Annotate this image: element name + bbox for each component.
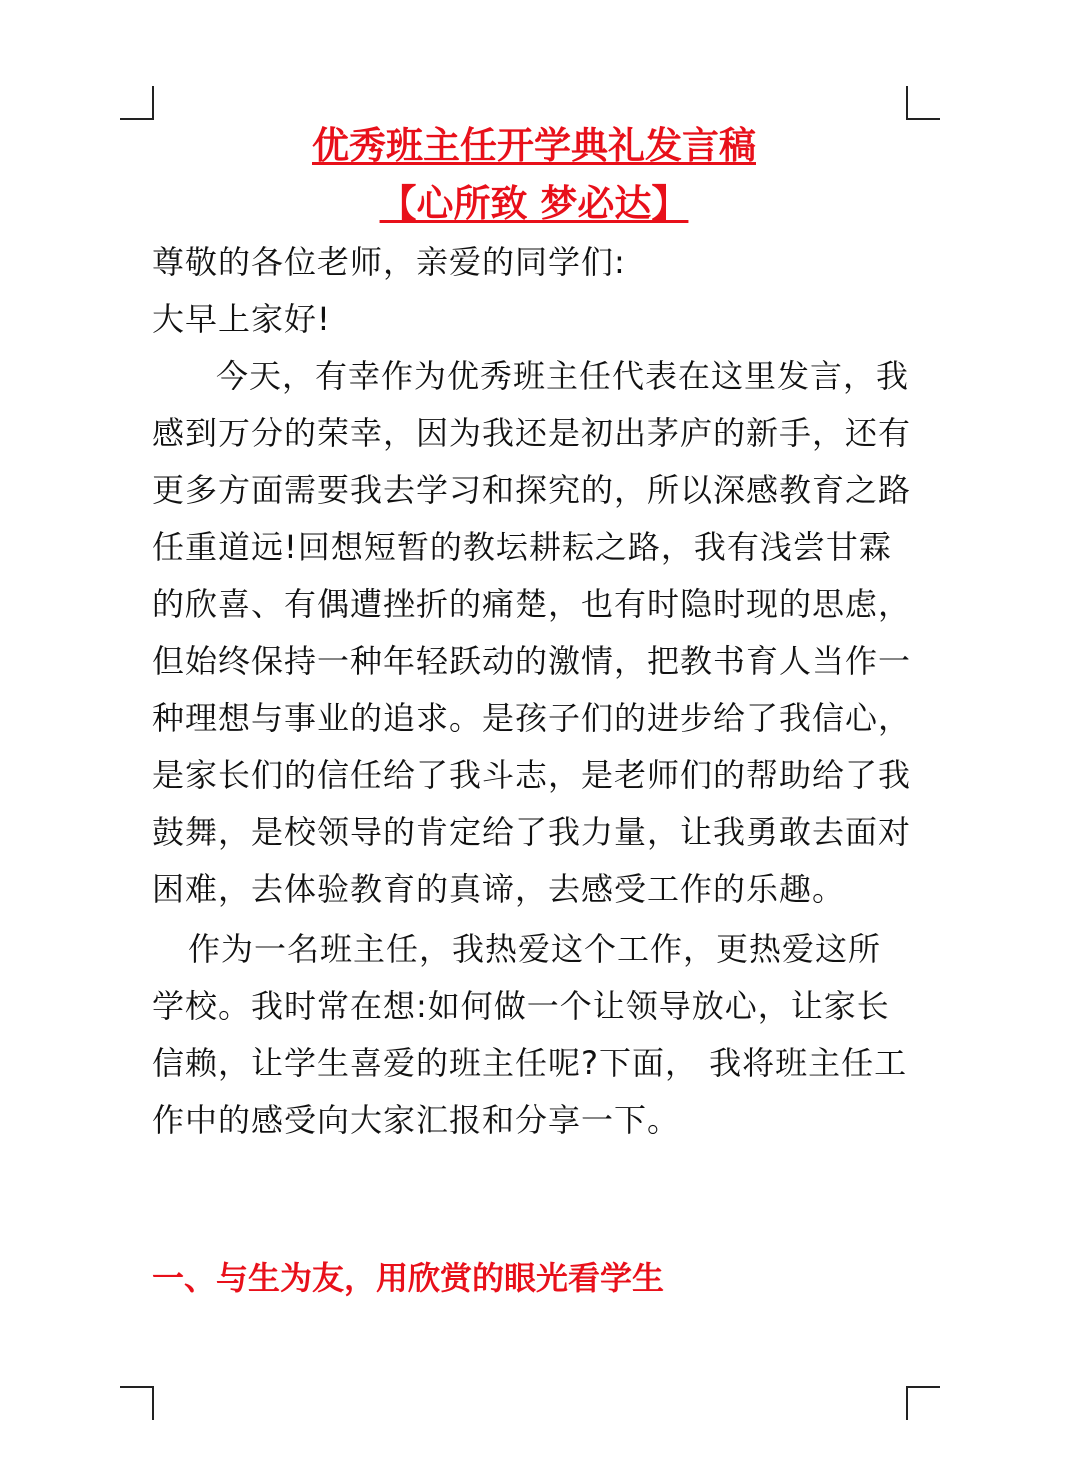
crop-mark-bottom-right <box>906 1386 940 1420</box>
greeting-line: 大早上家好! <box>152 300 331 338</box>
salutation-line: 尊敬的各位老师，亲爱的同学们: <box>152 243 626 281</box>
crop-mark-top-right <box>906 86 940 120</box>
crop-mark-bottom-left <box>120 1386 154 1420</box>
crop-mark-top-left <box>120 86 154 120</box>
document-title: 优秀班主任开学典礼发言稿 <box>312 124 756 167</box>
document-body <box>152 234 912 1149</box>
body-paragraph-2: 作为一名班主任，我热爱这个工作，更热爱这所学校。我时常在想:如何做一个让领导放心，让家长信赖，让学生喜爱的班主任呢?下面， 我将班主任工作中的感受向大家汇报和分享一下。 <box>152 930 908 1139</box>
body-paragraph-1: 今天，有幸作为优秀班主任代表在这里发言，我感到万分的荣幸，因为我还是初出茅庐的新手，还有更多方面需要我去学习和探究的，所以深感教育之路任重道远!回想短暂的教坛耕耘之路，我有浅尝甘霖的欣喜、有偶遭挫折的痛楚，也有时隐时现的思虑，但始终保持一种年轻跃动的激情，把教书育人当作一种理想与事业的追求。是孩子们的进步给了我信心，是家长们的信任给了我斗志，是老师们的帮助给了我鼓舞，是校领导的肯定给了我力量，让我勇敢去面对困难，去体验教育的真谛，去感受工作的乐趣。 <box>152 357 912 908</box>
document-subtitle: 【心所致 梦必达】 <box>379 182 689 225</box>
section-heading-1: 一、与生为友，用欣赏的眼光看学生 <box>152 1259 665 1297</box>
